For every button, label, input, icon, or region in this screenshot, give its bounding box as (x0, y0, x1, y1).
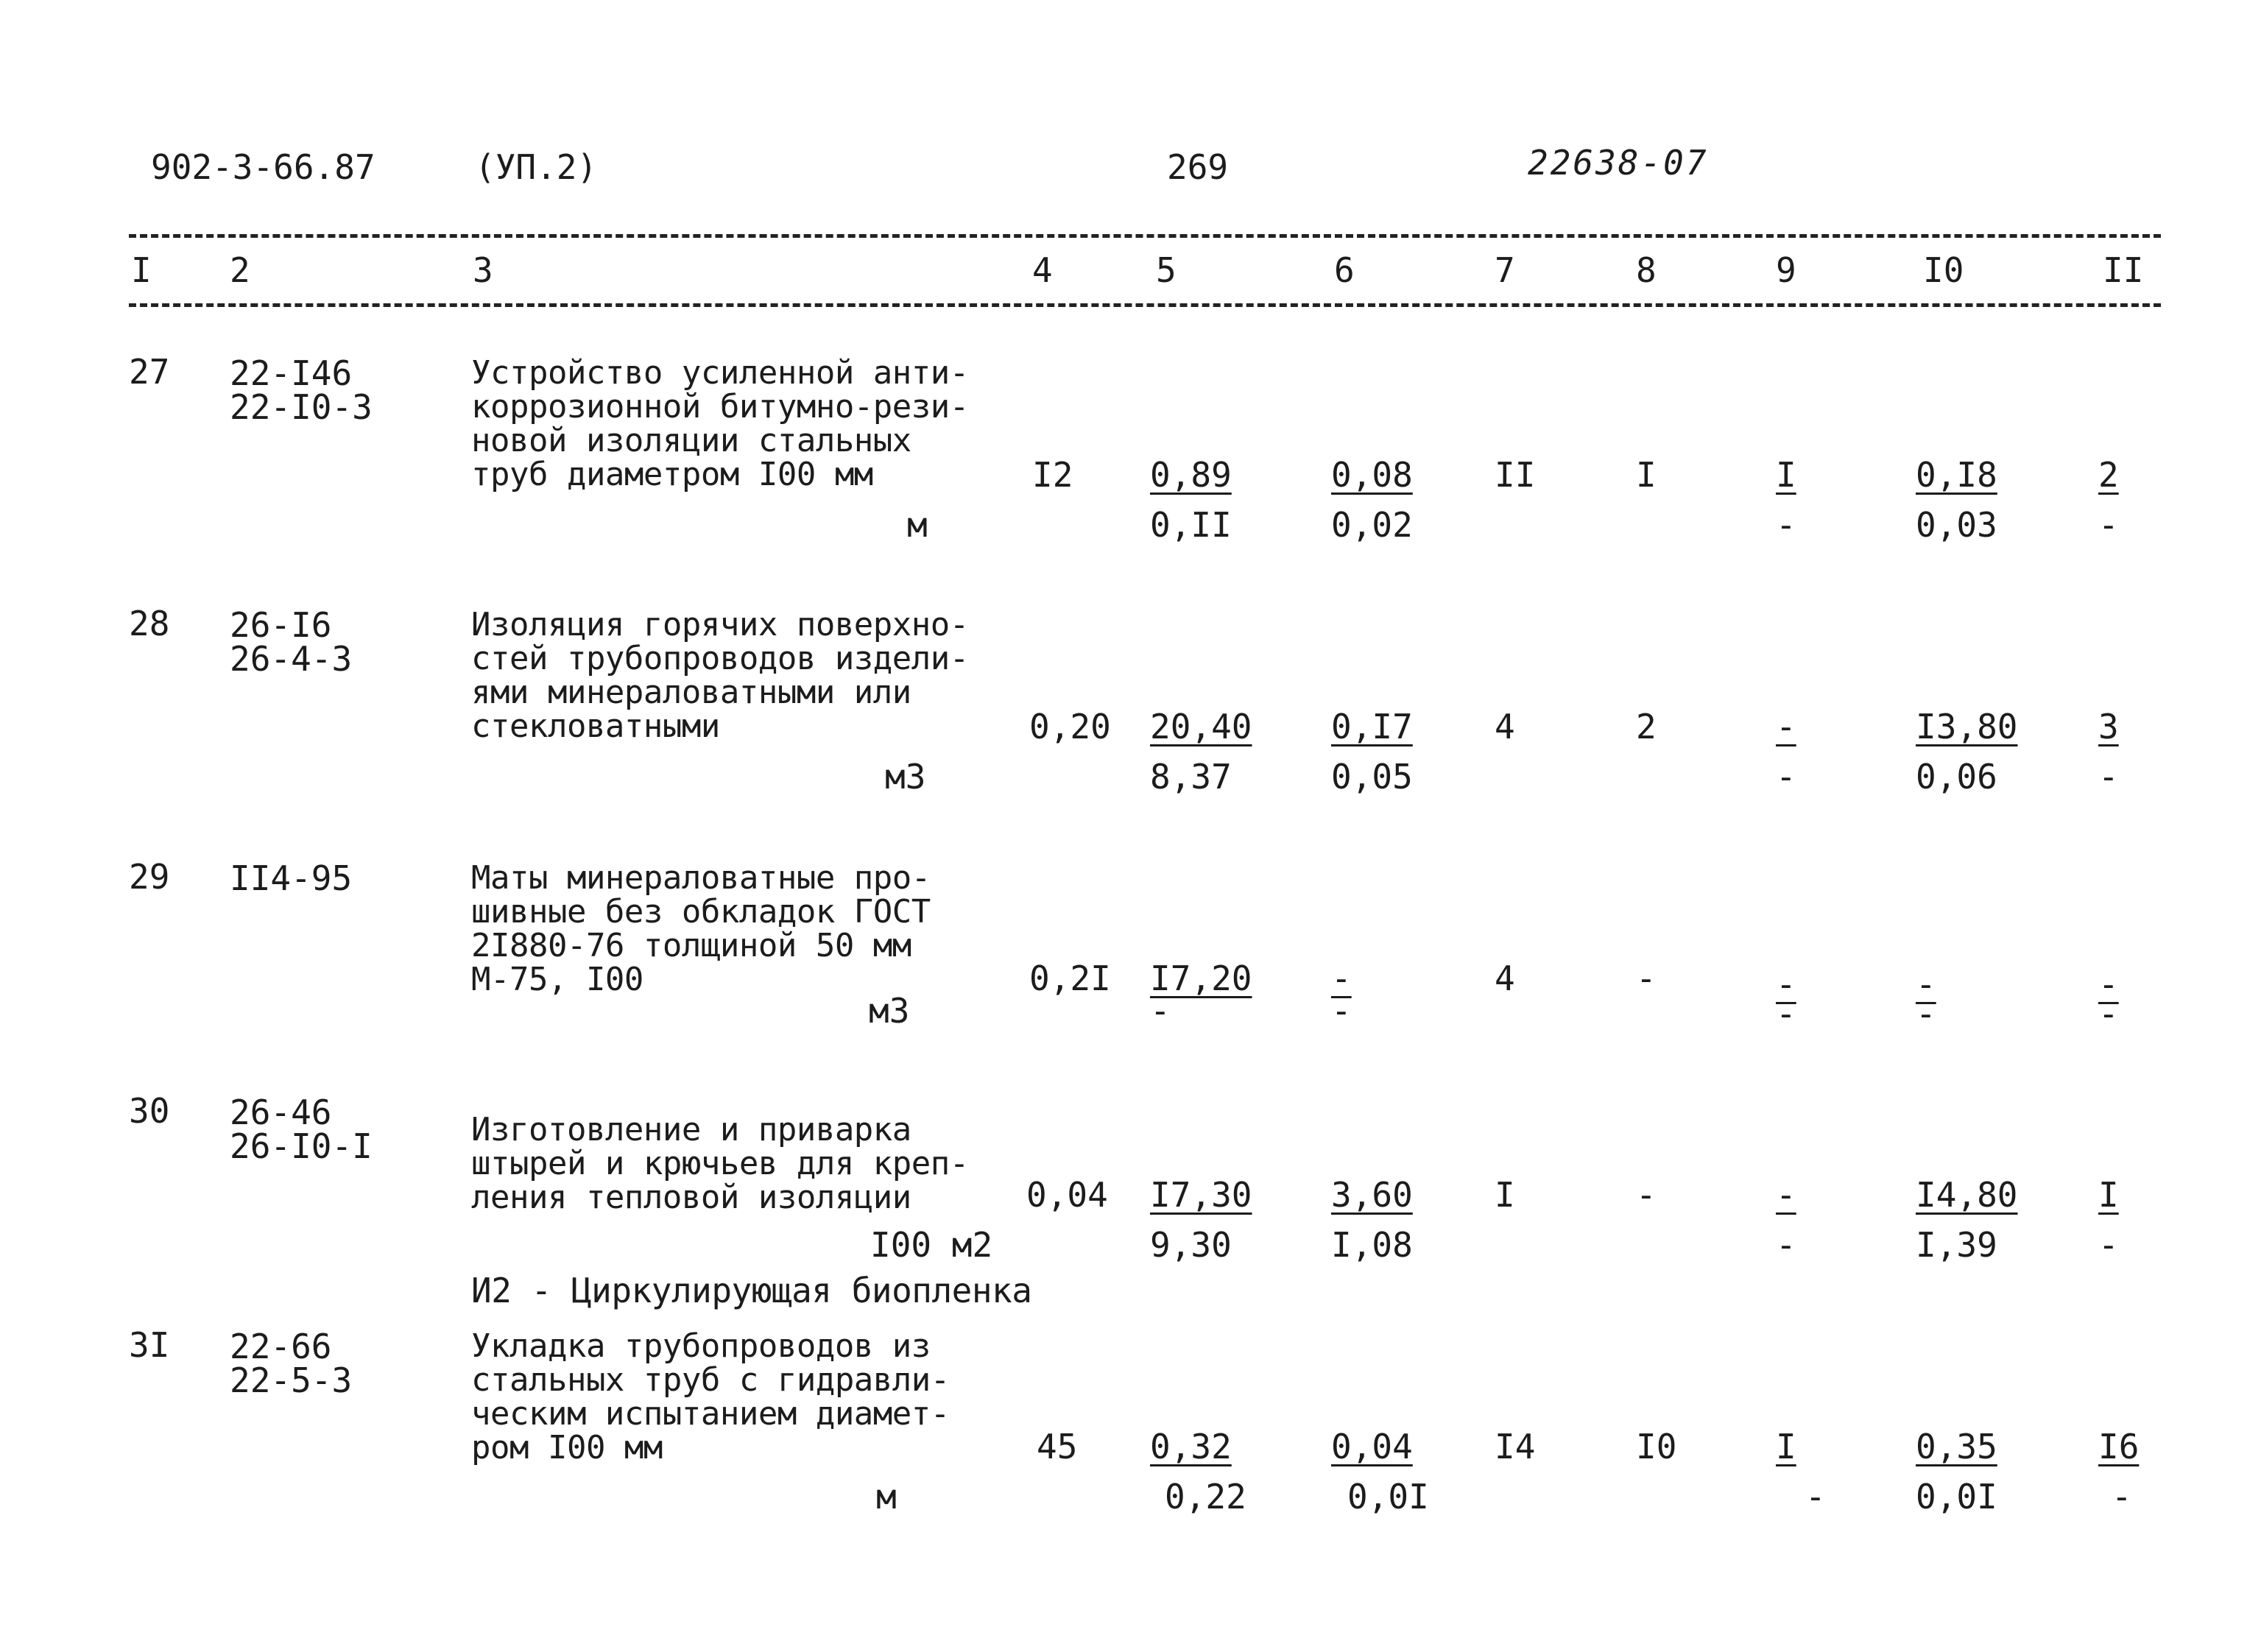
col11-top: 2 (2098, 455, 2119, 495)
col5-bottom: 9,30 (1150, 1225, 1232, 1265)
norm-codes: 22-66 22-5-3 (230, 1327, 353, 1400)
sheet-number: 22638-07 (1528, 143, 1709, 183)
row-number: 28 (129, 604, 170, 643)
col9-top: I (1776, 455, 1796, 495)
col9-bottom: - (1776, 505, 1796, 545)
column-number: 4 (1032, 250, 1053, 290)
col5-bottom: 0,22 (1165, 1477, 1246, 1517)
work-description: Укладка трубопроводов из стальных труб с гидравли- ческим испытанием диамет- ром I00 мм (471, 1327, 950, 1466)
col6-bottom: 0,05 (1331, 757, 1413, 797)
column-number: 2 (230, 250, 250, 290)
col6-bottom: - (1331, 991, 1352, 1031)
col10-top: I3,80 (1916, 707, 2018, 746)
col5-top: 0,32 (1150, 1427, 1232, 1466)
col11-top: - (2098, 964, 2119, 1004)
col11-top: I (2098, 1175, 2119, 1215)
unit-of-measure: м3 (869, 991, 910, 1031)
header-rule-top (129, 234, 2161, 238)
col9-top: - (1776, 707, 1796, 746)
col5-top: I7,20 (1150, 959, 1252, 998)
column-number: 6 (1334, 250, 1355, 290)
col5-bottom: 0,II (1150, 505, 1232, 545)
col6-top: - (1331, 959, 1352, 998)
column-number: I (131, 250, 152, 290)
quantity: 0,04 (1026, 1175, 1108, 1215)
col5-top: 0,89 (1150, 455, 1232, 495)
norm-codes: II4-95 (230, 858, 353, 898)
col9-top: - (1776, 1175, 1796, 1215)
quantity: 0,20 (1029, 707, 1111, 746)
col7: II (1495, 455, 1536, 495)
row-number: 3I (129, 1325, 170, 1365)
col6-top: 3,60 (1331, 1175, 1413, 1215)
col11-top: I6 (2098, 1427, 2140, 1466)
unit-of-measure: м (907, 505, 928, 545)
document-code: 902-3-66.87 (151, 147, 375, 187)
col10-top: 0,I8 (1916, 455, 1997, 495)
col10-top: I4,80 (1916, 1175, 2018, 1215)
col11-bottom: - (2098, 1225, 2119, 1265)
col11-top: 3 (2098, 707, 2119, 746)
col11-bottom: - (2098, 994, 2119, 1034)
col8: - (1636, 959, 1657, 998)
col5-bottom: 8,37 (1150, 757, 1232, 797)
col6-bottom: 0,0I (1347, 1477, 1429, 1517)
unit-of-measure: м3 (885, 757, 926, 797)
column-number: 9 (1776, 250, 1796, 290)
work-description: Изоляция горячих поверхно- стей трубопроводов издели- ями минераловатными или стекловатными (471, 606, 969, 745)
work-description: Устройство усиленной анти- коррозионной битумно-рези- новой изоляции стальных труб диаметром I00 мм (471, 354, 969, 493)
column-number: 3 (473, 250, 493, 290)
col5-bottom: - (1150, 991, 1171, 1031)
col10-bottom: 0,06 (1916, 757, 1997, 797)
page-number: 269 (1167, 147, 1229, 187)
col9-bottom: - (1776, 1225, 1796, 1265)
col9-bottom: - (1776, 994, 1796, 1034)
column-number: 8 (1636, 250, 1657, 290)
row-number: 29 (129, 857, 170, 897)
col9-bottom: - (1776, 757, 1796, 797)
col9-top: I (1776, 1427, 1796, 1466)
norm-codes: 26-46 26-I0-I (230, 1092, 373, 1166)
quantity: 45 (1037, 1427, 1078, 1466)
quantity: I2 (1032, 455, 1073, 495)
unit-of-measure: м (876, 1477, 897, 1517)
row-number: 27 (129, 352, 170, 392)
col6-top: 0,I7 (1331, 707, 1413, 746)
col10-bottom: 0,0I (1916, 1477, 1997, 1517)
col6-bottom: I,08 (1331, 1225, 1413, 1265)
column-number: I0 (1923, 250, 1964, 290)
col10-bottom: 0,03 (1916, 505, 1997, 545)
quantity: 0,2I (1029, 959, 1111, 998)
unit-of-measure: I00 м2 (870, 1225, 993, 1265)
col9-top: - (1776, 964, 1796, 1004)
col7: 4 (1495, 959, 1515, 998)
column-number: 5 (1156, 250, 1177, 290)
section-heading: И2 - Циркулирующая биопленка (471, 1271, 1032, 1310)
album-label: (УП.2) (475, 147, 598, 187)
col6-top: 0,08 (1331, 455, 1413, 495)
col8: I (1636, 455, 1657, 495)
work-description: Маты минераловатные про- шивные без обкладок ГОСТ 2I880-76 толщиной 50 мм М-75, I00 (471, 859, 931, 998)
col7: I4 (1495, 1427, 1536, 1466)
col10-top: - (1916, 964, 1936, 1004)
row-number: 30 (129, 1091, 170, 1131)
col10-bottom: - (1916, 994, 1936, 1034)
col10-bottom: I,39 (1916, 1225, 1997, 1265)
column-number: II (2103, 250, 2144, 290)
col5-top: I7,30 (1150, 1175, 1252, 1215)
norm-codes: 26-I6 26-4-3 (230, 605, 353, 679)
col10-top: 0,35 (1916, 1427, 1997, 1466)
col8: I0 (1636, 1427, 1677, 1466)
work-description: Изготовление и приварка штырей и крючьев для креп- ления тепловой изоляции (471, 1111, 969, 1216)
col11-bottom: - (2098, 505, 2119, 545)
col11-bottom: - (2098, 757, 2119, 797)
col7: 4 (1495, 707, 1515, 746)
col11-bottom: - (2112, 1477, 2132, 1517)
norm-codes: 22-I46 22-I0-3 (230, 353, 373, 427)
column-number: 7 (1495, 250, 1515, 290)
col8: 2 (1636, 707, 1657, 746)
col6-top: 0,04 (1331, 1427, 1413, 1466)
col5-top: 20,40 (1150, 707, 1252, 746)
col7: I (1495, 1175, 1515, 1215)
col6-bottom: 0,02 (1331, 505, 1413, 545)
col9-bottom: - (1805, 1477, 1826, 1517)
header-rule-bottom (129, 303, 2161, 307)
col8: - (1636, 1175, 1657, 1215)
